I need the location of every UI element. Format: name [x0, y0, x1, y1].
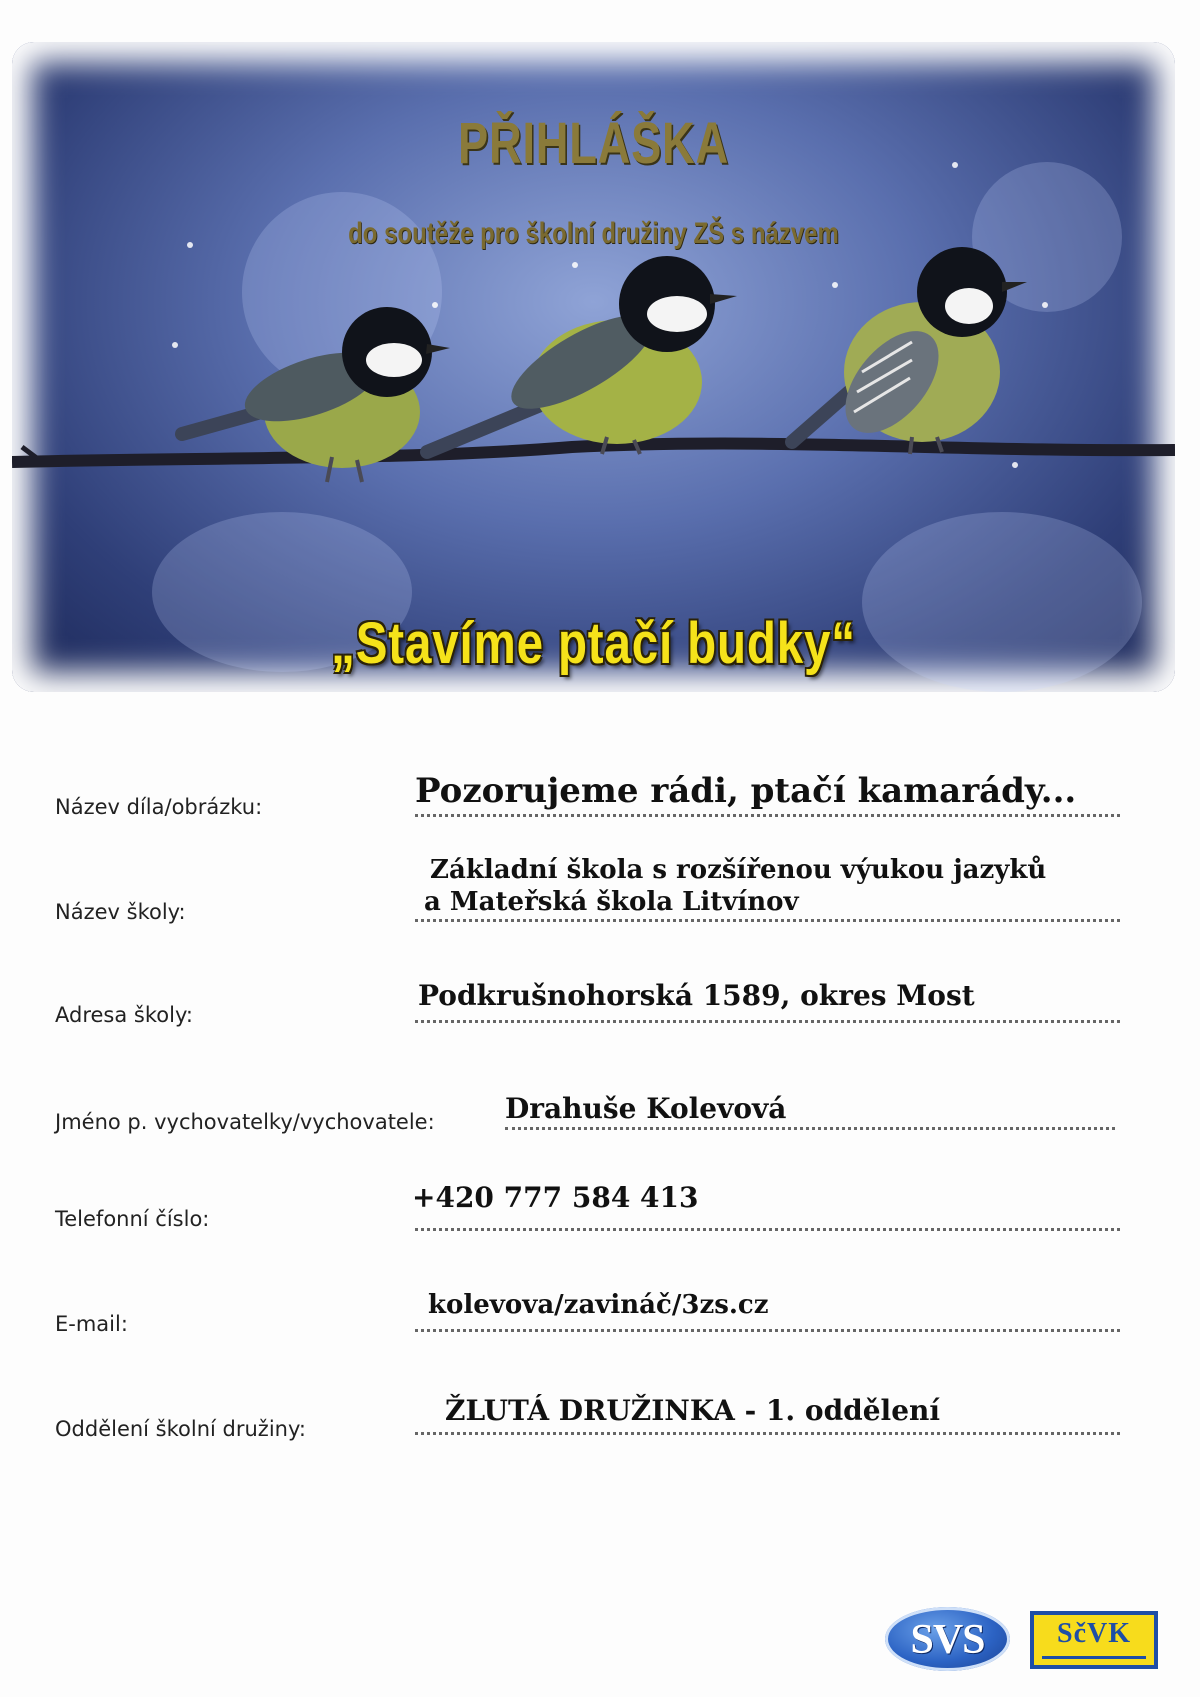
field-value-educator-name: Drahuše Kolevová: [505, 1092, 787, 1125]
dotted-line: [415, 1432, 1120, 1435]
scvk-logo: [1030, 1611, 1158, 1669]
bird-icon: [792, 247, 1027, 454]
dotted-line: [415, 919, 1120, 922]
form-title: PŘIHLÁŠKA: [458, 111, 729, 176]
svs-logo-text: SVS: [910, 1617, 985, 1663]
dotted-line: [415, 1020, 1120, 1023]
field-label-phone: Telefonní číslo:: [55, 1207, 210, 1231]
field-value-school-address: Podkrušnohorská 1589, okres Most: [418, 979, 975, 1012]
bird-icon: [427, 256, 737, 454]
dotted-line: [415, 814, 1120, 817]
scvk-logo-text: SčVK: [1057, 1618, 1131, 1649]
field-label-educator-name: Jméno p. vychovatelky/vychovatele:: [55, 1110, 435, 1134]
field-label-club-department: Oddělení školní družiny:: [55, 1417, 306, 1441]
field-label-school-name: Název školy:: [55, 900, 186, 924]
dotted-line: [415, 1329, 1120, 1332]
branch: [12, 444, 1175, 462]
header-banner: [12, 42, 1175, 692]
field-value-phone: +420 777 584 413: [412, 1181, 699, 1214]
dotted-line: [505, 1127, 1115, 1130]
field-value-artwork-title: Pozorujeme rádi, ptačí kamarády...: [415, 771, 1077, 811]
dotted-line: [415, 1228, 1120, 1231]
field-value-school-name-line1: Základní škola s rozšířenou výukou jazyků: [430, 855, 1047, 885]
field-label-email: E-mail:: [55, 1312, 128, 1336]
field-value-email: kolevova/zavináč/3zs.cz: [428, 1290, 769, 1320]
field-value-club-department: ŽLUTÁ DRUŽINKA - 1. oddělení: [445, 1394, 941, 1427]
svs-logo: [885, 1607, 1010, 1671]
form-subtitle: do soutěže pro školní družiny ZŠ s názvem: [348, 217, 839, 250]
field-label-school-address: Adresa školy:: [55, 1003, 193, 1027]
scvk-logo-stripe: [1042, 1656, 1146, 1659]
field-label-artwork-title: Název díla/obrázku:: [55, 795, 263, 819]
contest-name: „Stavíme ptačí budky“: [331, 611, 856, 676]
field-value-school-name-line2: a Mateřská škola Litvínov: [424, 887, 799, 917]
